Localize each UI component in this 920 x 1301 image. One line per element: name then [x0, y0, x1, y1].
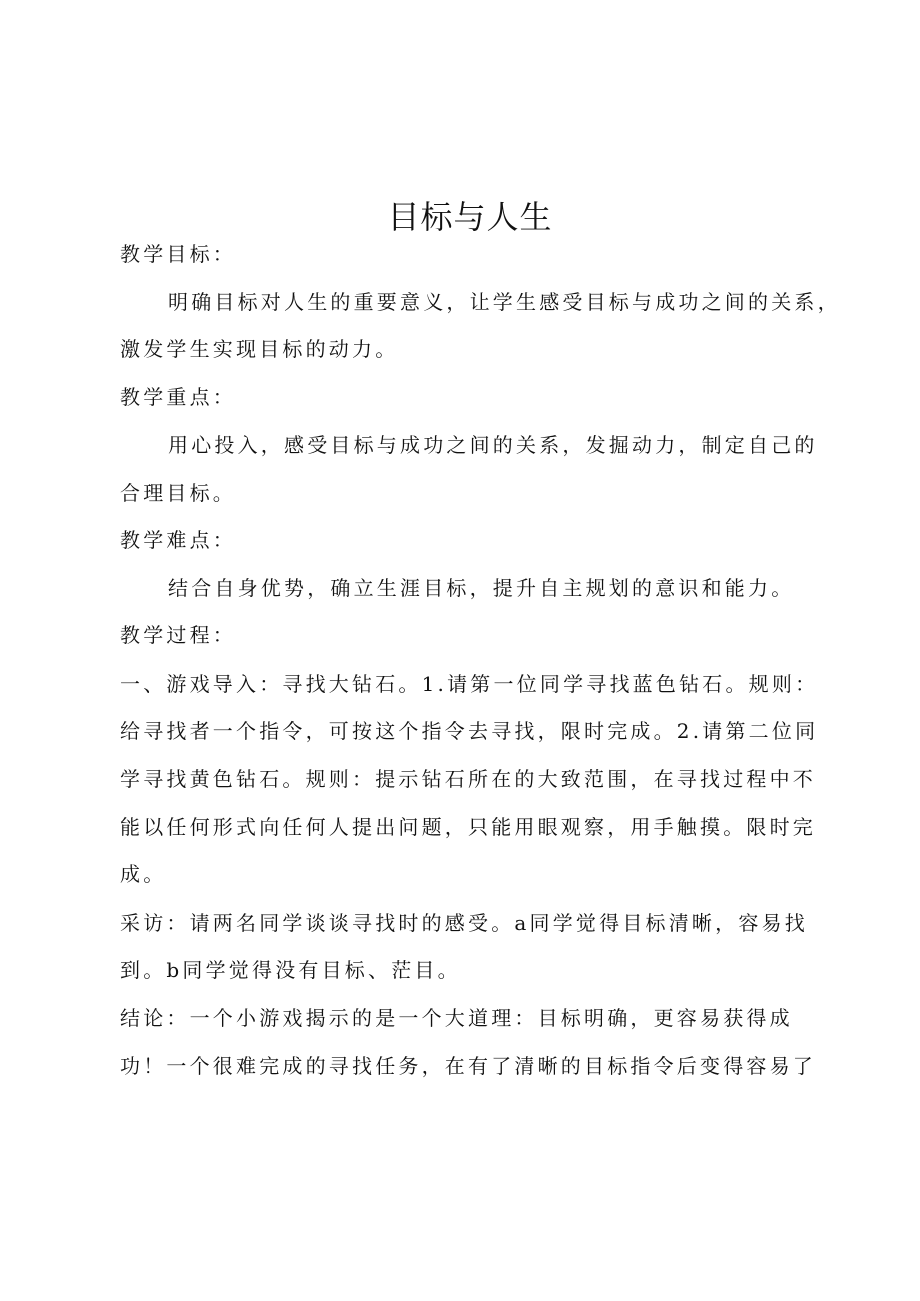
paragraph-line: 采访：请两名同学谈谈寻找时的感受。a同学觉得目标清晰，容易找	[120, 911, 808, 935]
paragraph-line: 一、游戏导入：寻找大钻石。1.请第一位同学寻找蓝色钻石。规则：	[120, 672, 819, 696]
paragraph-line: 给寻找者一个指令，可按这个指令去寻找，限时完成。2.请第二位同	[120, 719, 819, 743]
paragraph-line: 结合自身优势，确立生涯目标，提升自主规划的意识和能力。	[168, 576, 795, 600]
paragraph-line: 能以任何形式向任何人提出问题，只能用眼观察，用手触摸。限时完	[120, 815, 816, 839]
paragraph-line: 明确目标对人生的重要意义，让学生感受目标与成功之间的关系，	[168, 290, 841, 314]
paragraph-line: 学寻找黄色钻石。规则：提示钻石所在的大致范围，在寻找过程中不	[120, 767, 816, 791]
paragraph-line: 激发学生实现目标的动力。	[120, 337, 399, 361]
heading-teaching-process: 教学过程：	[120, 623, 236, 647]
paragraph-line: 功！一个很难完成的寻找任务，在有了清晰的目标指令后变得容易了	[120, 1054, 816, 1078]
paragraph-line: 到。b同学觉得没有目标、茫目。	[120, 958, 461, 982]
paragraph-line: 成。	[120, 862, 167, 886]
paragraph-line: 合理目标。	[120, 481, 236, 505]
document-title: 目标与人生	[387, 198, 553, 237]
paragraph-line: 结论：一个小游戏揭示的是一个大道理：目标明确，更容易获得成	[120, 1006, 793, 1030]
paragraph-line: 用心投入，感受目标与成功之间的关系，发掘动力，制定自己的	[168, 433, 818, 457]
heading-teaching-objectives: 教学目标：	[120, 242, 236, 266]
heading-teaching-difficulty: 教学难点：	[120, 528, 236, 552]
heading-teaching-focus: 教学重点：	[120, 385, 236, 409]
